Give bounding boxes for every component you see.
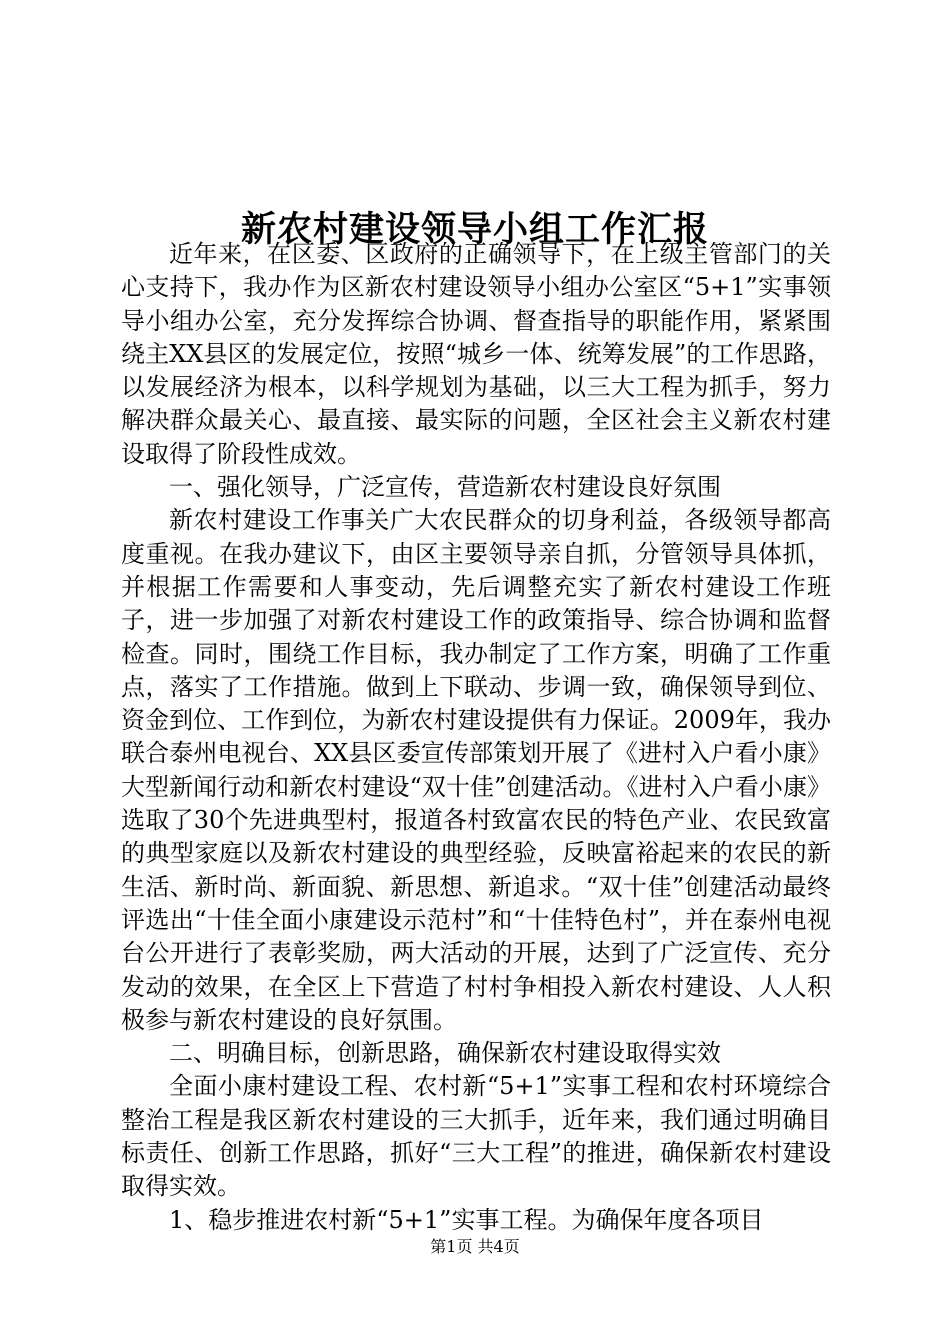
document-body bbox=[121, 238, 831, 1237]
page-number-footer: 第1页 共4页 bbox=[430, 1237, 520, 1256]
subsection-1-paragraph: 1、稳步推进农村新“5+1”实事工程。为确保年度各项目 bbox=[169, 1205, 764, 1234]
section-2-paragraph: 全面小康村建设工程、农村新“5+1”实事工程和农村环境综合整治工程是我区新农村建设的三大抓手，近年来，我们通过明确目标责任、创新工作思路，抓好“三大工程”的推进，确保新农村建设取得实效。 bbox=[121, 1072, 831, 1201]
document-title: 新农村建设领导小组工作汇报 bbox=[240, 209, 709, 251]
intro-paragraph: 近年来，在区委、区政府的正确领导下，在上级主管部门的关心支持下，我办作为区新农村建设领导小组办公室区“5+1”实事领导小组办公室，充分发挥综合协调、督查指导的职能作用，紧紧围绕主XX县区的发展定位，按照“城乡一体、统筹发展”的工作思路，以发展经济为根本，以科学规划为基础，以三大工程为抓手，努力解决群众最关心、最直接、最实际的问题，全区社会主义新农村建设取得了阶段性成效。 bbox=[121, 240, 831, 468]
section-heading-1: 一、强化领导，广泛宣传，营造新农村建设良好氛围 bbox=[169, 473, 721, 502]
section-heading-2: 二、明确目标，创新思路，确保新农村建设取得实效 bbox=[169, 1039, 721, 1068]
section-1-paragraph: 新农村建设工作事关广大农民群众的切身利益，各级领导都高度重视。在我办建议下，由区主要领导亲自抓，分管领导具体抓，并根据工作需要和人事变动，先后调整充实了新农村建设工作班子，进一步加强了对新农村建设工作的政策指导、综合协调和监督检查。同时，围绕工作目标，我办制定了工作方案，明确了工作重点，落实了工作措施。做到上下联动、步调一致，确保领导到位、资金到位、工作到位，为新农村建设提供有力保证。2009年，我办联合泰州电视台、XX县区委宣传部策划开展了《进村入户看小康》大型新闻行动和新农村建设“双十佳”创建活动。《进村入户看小康》选取了30个先进典型村，报道各村致富农民的特色产业、农民致富的典型家庭以及新农村建设的典型经验，反映富裕起来的农民的新生活、新时尚、新面貌、新思想、新追求。“双十佳”创建活动最终评选出“十佳全面小康建设示范村”和“十佳特色村”，并在泰州电视台公开进行了表彰奖励，两大活动的开展，达到了广泛宣传、充分发动的效果，在全区上下营造了村村争相投入新农村建设、人人积极参与新农村建设的良好氛围。 bbox=[121, 506, 831, 1034]
